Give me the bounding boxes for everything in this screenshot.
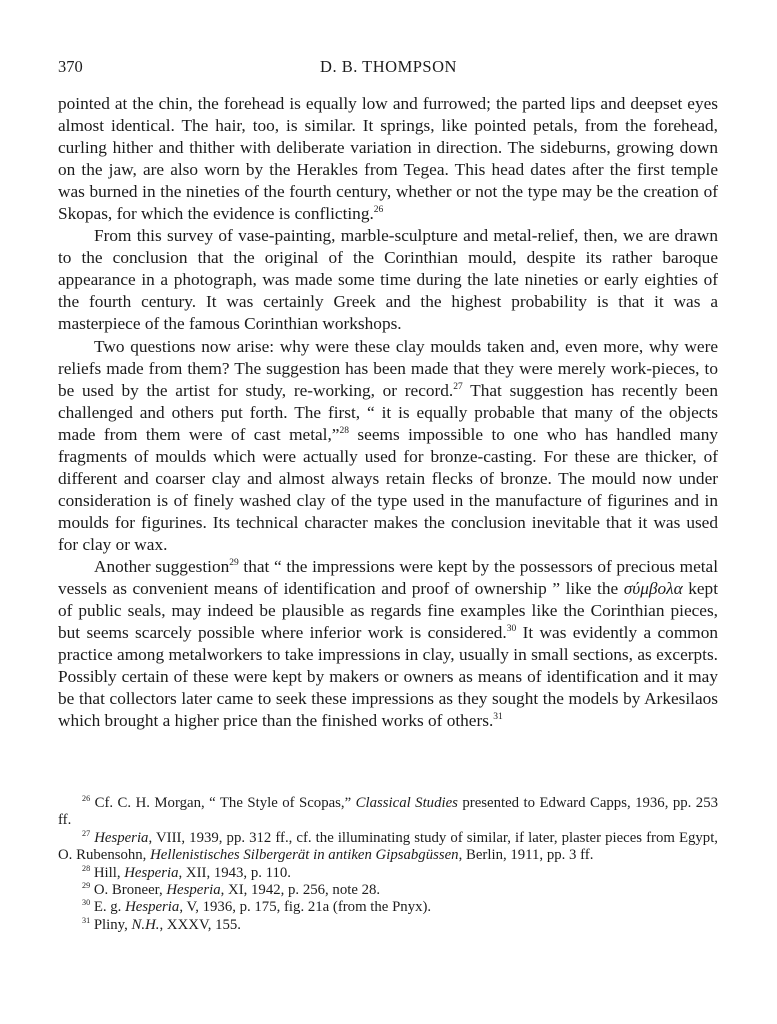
text: Another suggestion [94,556,230,576]
note-ref-31: 31 [493,712,503,723]
text: , Berlin, 1911, pp. 3 ff. [458,847,594,864]
text: E. g. [93,899,126,916]
note-ref-28: 28 [339,425,349,436]
footnote-29 [58,882,718,899]
text: O. Broneer, [93,882,167,899]
footnote-number: 29 [82,881,91,891]
paragraph-2 [58,225,718,335]
text: pointed at the chin, the forehead is equally low and furrowed; the parted lips and deepset eyes almost identical. The hair, too, is similar. It springs, like pointed petals, from the forehead, curling hither and thither with deliberate variation in direction. The sideburns, growing down on the jaw, are also worn by the Herakles from Tegea. This head dates after the first temple was burned in the nineties of the fourth century, whether or not the type may be the creation of Skopas, for which the evidence is conflicting. [58,94,718,224]
text: Two questions now arise: why were these clay moulds taken and, even more, why were reliefs made from them? The suggestion has been made that they were merely work-pieces, to be used by the artist for study, re-working, or record. [58,336,718,400]
italic-title: Hesperia [125,899,180,916]
body-text [58,93,718,732]
footnote-number: 28 [82,863,91,873]
running-head-author: D. B. THOMPSON [320,57,457,76]
note-ref-29: 29 [229,558,239,569]
text: Cf. C. H. Morgan, “ The Style of Scopas,” [94,795,356,811]
text: , VIII, 1939, pp. 312 ff., cf. the illuminating study of similar, if later, plaster pieces from Egypt, O. Rubensohn, [58,829,719,864]
footnote-number: 31 [82,915,91,925]
text: , XI, 1942, p. 256, note 28. [220,882,381,899]
italic-title: Hellenistisches Silbergerät in antiken Gipsabgüssen [150,847,459,864]
paragraph-1 [58,93,718,225]
paragraph-3 [58,336,718,556]
note-ref-26: 26 [373,205,384,216]
text: kept of public seals, may indeed be plausible as regards fine examples like the Corinthian pieces, but seems scarcely possible where inferior work is considered. [58,579,718,643]
text: , V, 1936, p. 175, fig. 21a (from the Pnyx). [179,899,432,916]
footnotes [58,795,718,934]
footnote-number: 27 [82,828,91,838]
text: That suggestion has recently been challenged and others put forth. The first, “ it is equally probable that many of the objects made from them were of cast metal,” [58,380,718,444]
text: seems impossible to one who has handled many fragments of moulds which were actually used for bronze-casting. For these are thicker, of different and coarser clay and almost always retain flecks of bronze. The mould now under consideration is of finely washed clay of the type used in the manufacture of figurines and in moulds for figurines. Its technical character makes the conclusion inevitable that it was used for clay or wax. [58,424,718,554]
italic-title: Hesperia [166,882,221,899]
text: presented to Edward Capps, 1936, pp. 253 ff. [58,795,718,829]
text: It was evidently a common practice among metalworkers to take impressions in clay, usually in small sections, as excerpts. Possibly certain of these were kept by makers or owners as means of identification and it may be that collectors later came to seek these impressions as they sought the models by Arkesilaos which brought a higher price than the finished works of others. [58,623,718,731]
paragraph-4 [58,556,718,732]
footnote-27 [58,830,718,865]
footnote-number: 26 [82,794,91,804]
greek-word: σύμβολα [623,579,683,599]
page-number: 370 [58,57,83,76]
italic-title: Classical Studies [355,795,458,811]
footnote-28 [58,865,718,882]
text: , XII, 1943, p. 110. [178,864,291,881]
footnote-30 [58,899,718,916]
note-ref-27: 27 [453,381,463,392]
text: Hill, [93,864,125,881]
footnote-31 [58,917,718,934]
footnote-26 [58,795,718,830]
text: Pliny, [93,916,132,933]
italic-title: Hesperia [124,864,179,881]
italic-title: Hesperia [94,829,149,846]
text: that “ the impressions were kept by the possessors of precious metal vessels as convenient means of identification and proof of ownership ” like the [58,556,719,599]
text: From this survey of vase-painting, marble-sculpture and metal-relief, then, we are drawn to the conclusion that the original of the Corinthian mould, despite its rather baroque appearance in a photograph, was made some time during the late nineties or early eighties of the fourth century. It was certainly Greek and the highest probability is that it was a masterpiece of the famous Corinthian workshops. [58,226,718,334]
footnote-number: 30 [82,898,91,908]
running-header [0,57,777,83]
note-ref-30: 30 [506,624,517,635]
italic-title: N.H. [131,916,160,933]
text: , XXXV, 155. [159,916,242,933]
